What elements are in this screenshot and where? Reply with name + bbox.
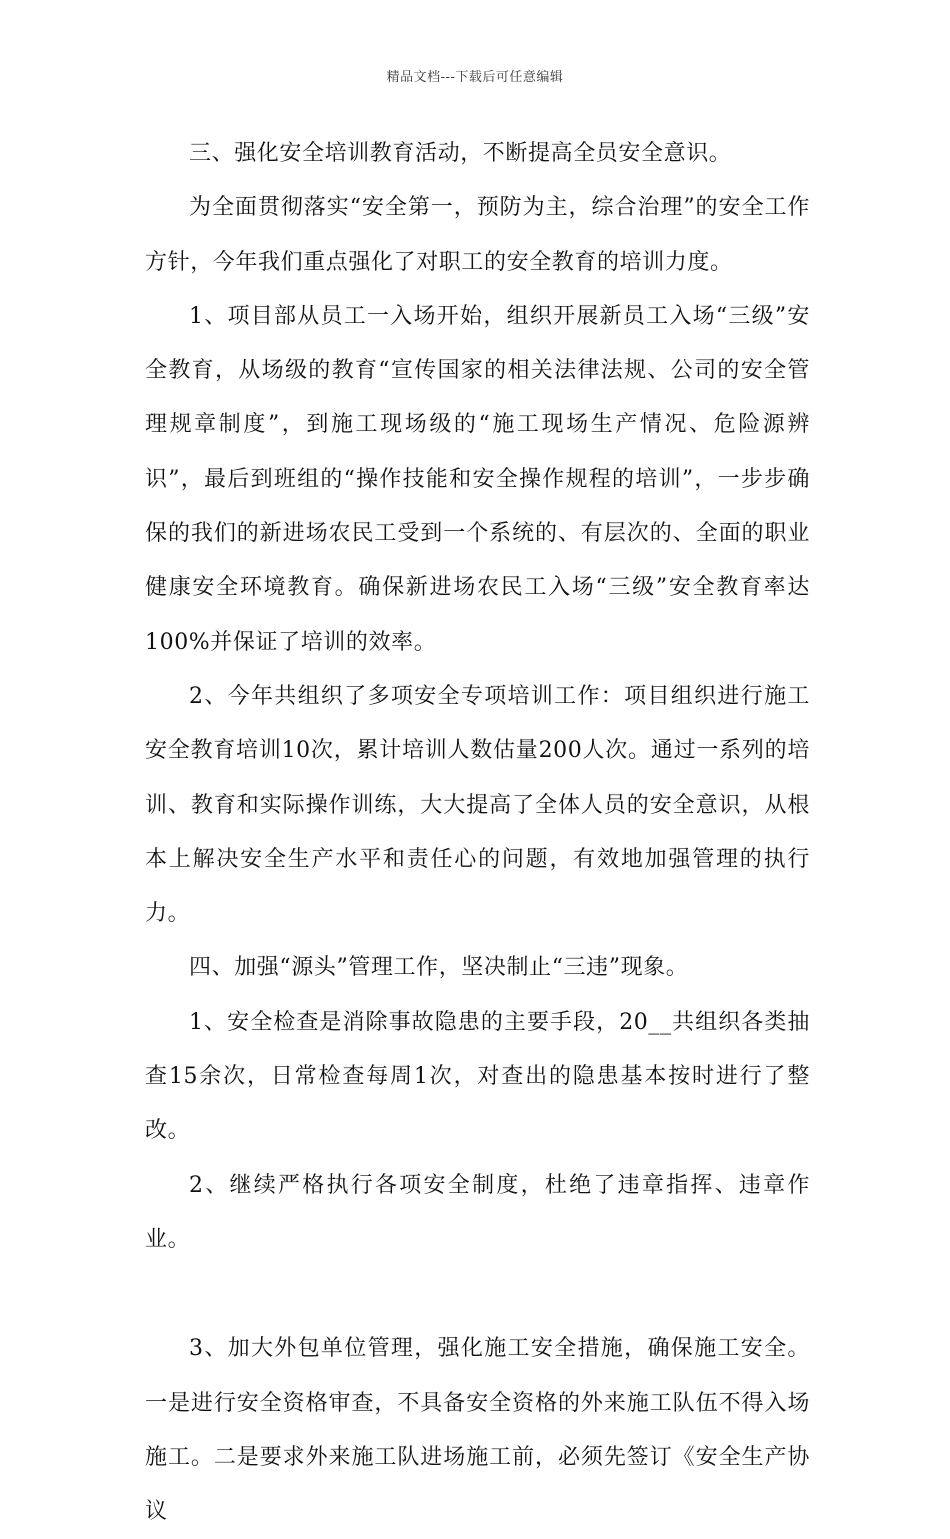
paragraph-item-1: 1、项目部从员工一入场开始，组织开展新员工入场“三级”安全教育，从场级的教育“宣传国家的相关法律法规、公司的安全管理规章制度”，到施工现场级的“施工现场生产情况、危险源辨识”，最后到班组的“操作技能和安全操作规程的培训”，一步步确保的我们的新进场农民工受到一个系统的、有层次的、全面的职业健康安全环境教育。确保新进场农民工入场“三级”安全教育率达100%并保证了培训的效率。 [145, 303, 810, 655]
paragraph-policy: 为全面贯彻落实“安全第一，预防为主，综合治理”的安全工作方针，今年我们重点强化了对职工的安全教育的培训力度。 [145, 195, 810, 275]
paragraph-inspection-3: 3、加大外包单位管理，强化施工安全措施，确保施工安全。一是进行安全资格审查，不具备安全资格的外来施工队伍不得入场施工。二是要求外来施工队进场施工前，必须先签订《安全生产协议 [145, 1336, 810, 1525]
paragraph-item-2: 2、今年共组织了多项安全专项培训工作：项目组织进行施工安全教育培训10次，累计培训人数估量200人次。通过一系列的培训、教育和实际操作训练，大大提高了全体人员的安全意识，从根本上解决安全生产水平和责任心的问题，有效地加强管理的执行力。 [145, 683, 810, 927]
paragraph-inspection-2: 2、继续严格执行各项安全制度，杜绝了违章指挥、违章作业。 [145, 1172, 810, 1252]
page-header: 精品文档---下载后可任意编辑 [386, 70, 564, 85]
section-heading-3: 三、强化安全培训教育活动，不断提高全员安全意识。 [189, 141, 732, 166]
document-body [145, 127, 810, 1539]
paragraph-inspection-1: 1、安全检查是消除事故隐患的主要手段，20__共组织各类抽查15余次，日常检查每周1次，对查出的隐患基本按时进行了整改。 [145, 1009, 810, 1144]
section-heading-4: 四、加强“源头”管理工作，坚决制止“三违”现象。 [189, 955, 689, 981]
